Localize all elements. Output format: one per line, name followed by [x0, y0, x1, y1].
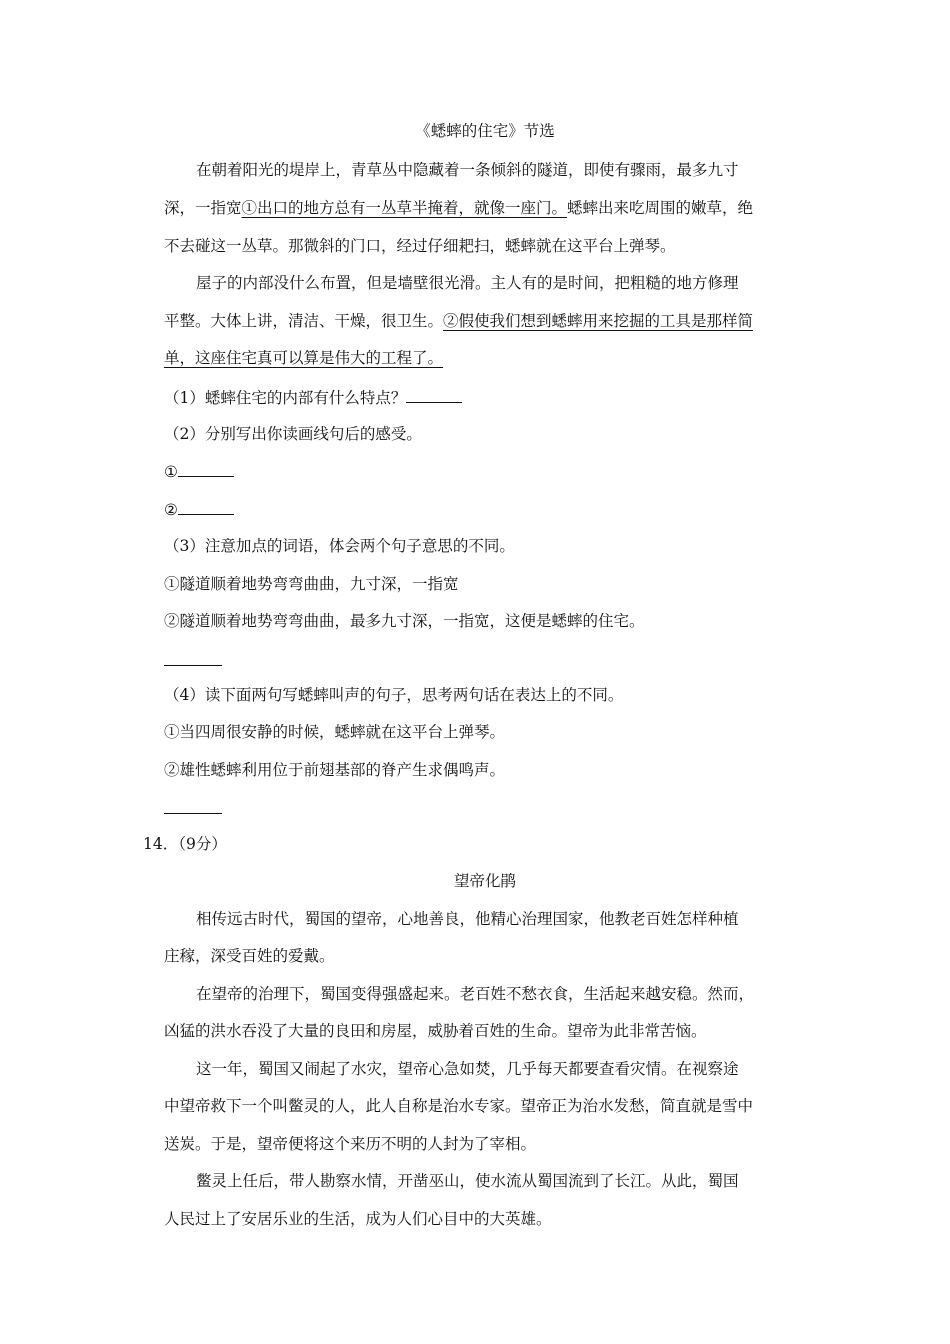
passage-p2-line2: [164, 311, 753, 331]
q14-p2-line1: 在望帝的治理下，蜀国变得强盛起来。老百姓不愁衣食，生活起来越安稳。然而，: [196, 985, 755, 1003]
underlined-sentence-1: ①出口的地方总有一丛草半掩着，就像一座门。: [241, 199, 568, 217]
q14-p3-line2: 中望帝救下一个叫鳖灵的人，此人自称是治水专家。望帝正为治水发愁，简直就是雪中: [164, 1097, 754, 1115]
question-14-title: 望帝化鹃: [453, 872, 516, 890]
answer-blank-q2a[interactable]: [178, 461, 234, 477]
q14-p2-line2: 凶猛的洪水吞没了大量的良田和房屋，威胁着百姓的生命。望帝为此非常苦恼。: [164, 1022, 707, 1040]
question-4: （4）读下面两句写蟋蟀叫声的句子，思考两句话在表达上的不同。: [164, 686, 624, 704]
q14-p3-line3: 送炭。于是，望帝便将这个来历不明的人封为了宰相。: [164, 1135, 537, 1153]
p1-line2-pre: 深，一指宽: [164, 199, 242, 217]
question-2-a: [164, 461, 234, 482]
p1-line2-post: 蟋蟀出来吃周围的嫩草，绝: [567, 199, 754, 217]
passage-p1-line3: 不去碰这一丛草。那微斜的门口，经过仔细耙扫，蟋蟀就在这平台上弹琴。: [164, 237, 676, 255]
q14-p1-line1: 相传远古时代，蜀国的望帝，心地善良，他精心治理国家，他教老百姓怎样种植: [196, 910, 739, 928]
question-4-sentence-1: ①当四周很安静的时候，蟋蟀就在这平台上弹琴。: [164, 723, 506, 741]
answer-blank-q2b[interactable]: [178, 499, 234, 515]
question-2-b-label: ②: [164, 501, 178, 519]
q14-p4-line2: 人民过上了安居乐业的生活，成为人们心目中的大英雄。: [164, 1210, 552, 1228]
answer-blank-q3[interactable]: [164, 664, 222, 666]
underlined-sentence-2a: ②假使我们想到蟋蟀用来挖掘的工具是那样简: [443, 312, 754, 330]
question-3: （3）注意加点的词语，体会两个句子意思的不同。: [164, 537, 515, 555]
q14-p4-line1: 鳖灵上任后，带人勘察水情，开凿巫山，使水流从蜀国流到了长江。从此，蜀国: [196, 1172, 739, 1190]
question-2: （2）分别写出你读画线句后的感受。: [164, 425, 422, 443]
underlined-sentence-2b: 单，这座住宅真可以算是伟大的工程了。: [164, 349, 444, 367]
q14-p3-line1: 这一年，蜀国又闹起了水灾，望帝心急如焚，几乎每天都要查看灾情。在视察途: [196, 1060, 739, 1078]
p2-line2-pre: 平整。大体上讲，清洁、干燥，很卫生。: [164, 312, 444, 330]
question-2-b: [164, 499, 234, 520]
answer-blank-q1[interactable]: [406, 387, 462, 403]
passage-p1-line1: 在朝着阳光的堤岸上，青草丛中隐藏着一条倾斜的隧道，即使有骤雨，最多九寸: [196, 161, 739, 179]
question-14-number: 14．（9分）: [143, 835, 227, 853]
question-4-sentence-2: ②雄性蟋蟀利用位于前翅基部的脊产生求偶鸣声。: [164, 761, 506, 779]
answer-blank-q4[interactable]: [164, 812, 222, 814]
question-3-sentence-2: ②隧道顺着地势弯弯曲曲，最多九寸深，一指宽，这便是蟋蟀的住宅。: [164, 612, 645, 630]
question-2-a-label: ①: [164, 463, 178, 481]
question-1-text: （1）蟋蟀住宅的内部有什么特点？: [164, 389, 407, 407]
passage-p1-line2: [164, 198, 753, 218]
q14-p1-line2: 庄稼，深受百姓的爱戴。: [164, 947, 335, 965]
question-1: [164, 387, 462, 408]
passage-title: 《蟋蟀的住宅》节选: [415, 122, 555, 140]
question-3-sentence-1: ①隧道顺着地势弯弯曲曲，九寸深，一指宽: [164, 575, 459, 593]
passage-p2-line1: 屋子的内部没什么布置，但是墙壁很光滑。主人有的是时间，把粗糙的地方修理: [196, 274, 739, 292]
passage-p2-line3: [164, 348, 443, 368]
